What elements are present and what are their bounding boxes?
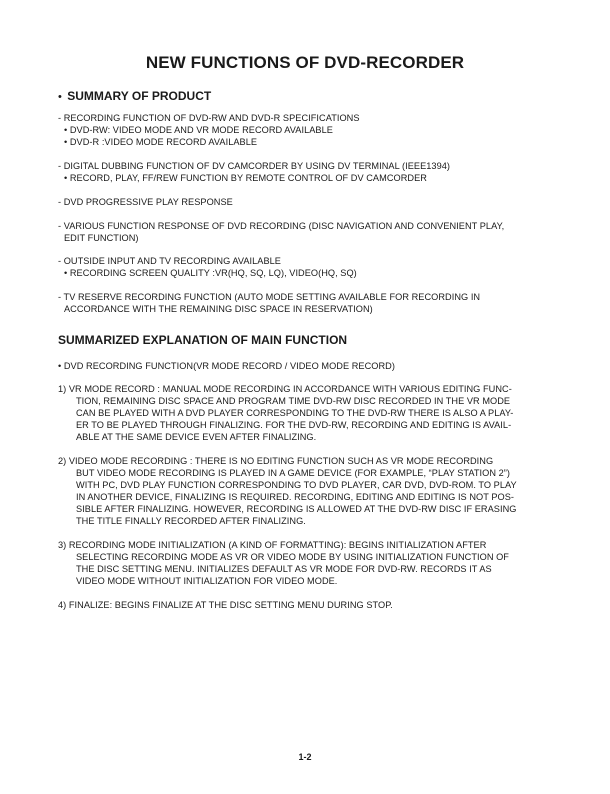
summary-item-main: - DVD PROGRESSIVE PLAY RESPONSE xyxy=(58,197,233,207)
explanation-line: ABLE AT THE SAME DEVICE EVEN AFTER FINALIZING. xyxy=(76,432,317,442)
explanation-line: SELECTING RECORDING MODE AS VR OR VIDEO MODE BY USING INITIALIZATION FUNCTION OF xyxy=(76,552,509,562)
summary-item-main: - OUTSIDE INPUT AND TV RECORDING AVAILABLE xyxy=(58,256,281,266)
explanation-intro xyxy=(58,360,558,372)
summary-item xyxy=(58,291,558,315)
summary-item-sub: • DVD-R :VIDEO MODE RECORD AVAILABLE xyxy=(64,137,258,147)
explanation-heading: SUMMARIZED EXPLANATION OF MAIN FUNCTION xyxy=(58,333,348,347)
summary-heading-text: SUMMARY OF PRODUCT xyxy=(67,89,212,103)
summary-item-continuation: EDIT FUNCTION) xyxy=(64,233,139,243)
explanation-line: CAN BE PLAYED WITH A DVD PLAYER CORRESPONDING TO THE DVD-RW THERE IS ALSO A PLAY- xyxy=(76,408,514,418)
summary-item-sub: • DVD-RW: VIDEO MODE AND VR MODE RECORD AVAILABLE xyxy=(64,125,333,135)
explanation-line: 4) FINALIZE: BEGINS FINALIZE AT THE DISC SETTING MENU DURING STOP. xyxy=(58,600,393,610)
explanation-line: 3) RECORDING MODE INITIALIZATION (A KIND OF FORMATTING): BEGINS INITIALIZATION AFTER xyxy=(58,540,487,550)
explanation-line: IN ANOTHER DEVICE, FINALIZING IS REQUIRED. RECORDING, EDITING AND EDITING IS NOT POS- xyxy=(76,492,514,502)
explanation-line: ER TO BE PLAYED THROUGH FINALIZING. FOR THE DVD-RW, RECORDING AND EDITING IS AVAIL- xyxy=(76,420,512,430)
summary-item-sub: • RECORDING SCREEN QUALITY :VR(HQ, SQ, LQ), VIDEO(HQ, SQ) xyxy=(64,268,357,278)
explanation-intro-text: • DVD RECORDING FUNCTION(VR MODE RECORD / VIDEO MODE RECORD) xyxy=(58,361,395,371)
explanation-line: SIBLE AFTER FINALIZING. HOWEVER, RECORDING IS ALLOWED AT THE DVD-RW DISC IF ERASING xyxy=(76,504,517,514)
summary-item xyxy=(58,160,558,184)
heading-bullet: • xyxy=(58,91,62,103)
summary-item xyxy=(58,255,558,279)
explanation-item xyxy=(58,599,558,611)
summary-item xyxy=(58,220,558,244)
page-title: NEW FUNCTIONS OF DVD-RECORDER xyxy=(145,53,465,72)
explanation-line: TION, REMAINING DISC SPACE AND PROGRAM TIME DVD-RW DISC RECORDED IN THE VR MODE xyxy=(76,396,511,406)
explanation-line: THE DISC SETTING MENU. INITIALIZES DEFAULT AS VR MODE FOR DVD-RW. RECORDS IT AS xyxy=(76,564,492,574)
summary-item-main: - VARIOUS FUNCTION RESPONSE OF DVD RECORDING (DISC NAVIGATION AND CONVENIENT PLAY, xyxy=(58,221,505,231)
summary-heading xyxy=(58,89,211,103)
summary-item xyxy=(58,196,558,208)
page-number: 1-2 xyxy=(298,752,312,762)
summary-item xyxy=(58,112,558,148)
explanation-line: BUT VIDEO MODE RECORDING IS PLAYED IN A GAME DEVICE (FOR EXAMPLE, “PLAY STATION 2”) xyxy=(76,468,510,478)
summary-item-main: - RECORDING FUNCTION OF DVD-RW AND DVD-R SPECIFICATIONS xyxy=(58,113,360,123)
explanation-line: 2) VIDEO MODE RECORDING : THERE IS NO EDITING FUNCTION SUCH AS VR MODE RECORDING xyxy=(58,456,494,466)
explanation-line: 1) VR MODE RECORD : MANUAL MODE RECORDING IN ACCORDANCE WITH VARIOUS EDITING FUNC- xyxy=(58,384,512,394)
summary-item-main: - TV RESERVE RECORDING FUNCTION (AUTO MODE SETTING AVAILABLE FOR RECORDING IN xyxy=(58,292,481,302)
summary-item-sub: • RECORD, PLAY, FF/REW FUNCTION BY REMOTE CONTROL OF DV CAMCORDER xyxy=(64,173,427,183)
explanation-line: VIDEO MODE WITHOUT INITIALIZATION FOR VIDEO MODE. xyxy=(76,576,338,586)
explanation-item xyxy=(58,539,558,587)
summary-item-continuation: ACCORDANCE WITH THE REMAINING DISC SPACE IN RESERVATION) xyxy=(64,304,373,314)
summary-item-main: - DIGITAL DUBBING FUNCTION OF DV CAMCORDER BY USING DV TERMINAL (IEEE1394) xyxy=(58,161,451,171)
explanation-item xyxy=(58,383,558,443)
explanation-line: THE TITLE FINALLY RECORDED AFTER FINALIZING. xyxy=(76,516,306,526)
explanation-line: WITH PC, DVD PLAY FUNCTION CORRESPONDING TO DVD PLAYER, CAR DVD, DVD-ROM. TO PLAY xyxy=(76,480,517,490)
explanation-item xyxy=(58,455,558,527)
